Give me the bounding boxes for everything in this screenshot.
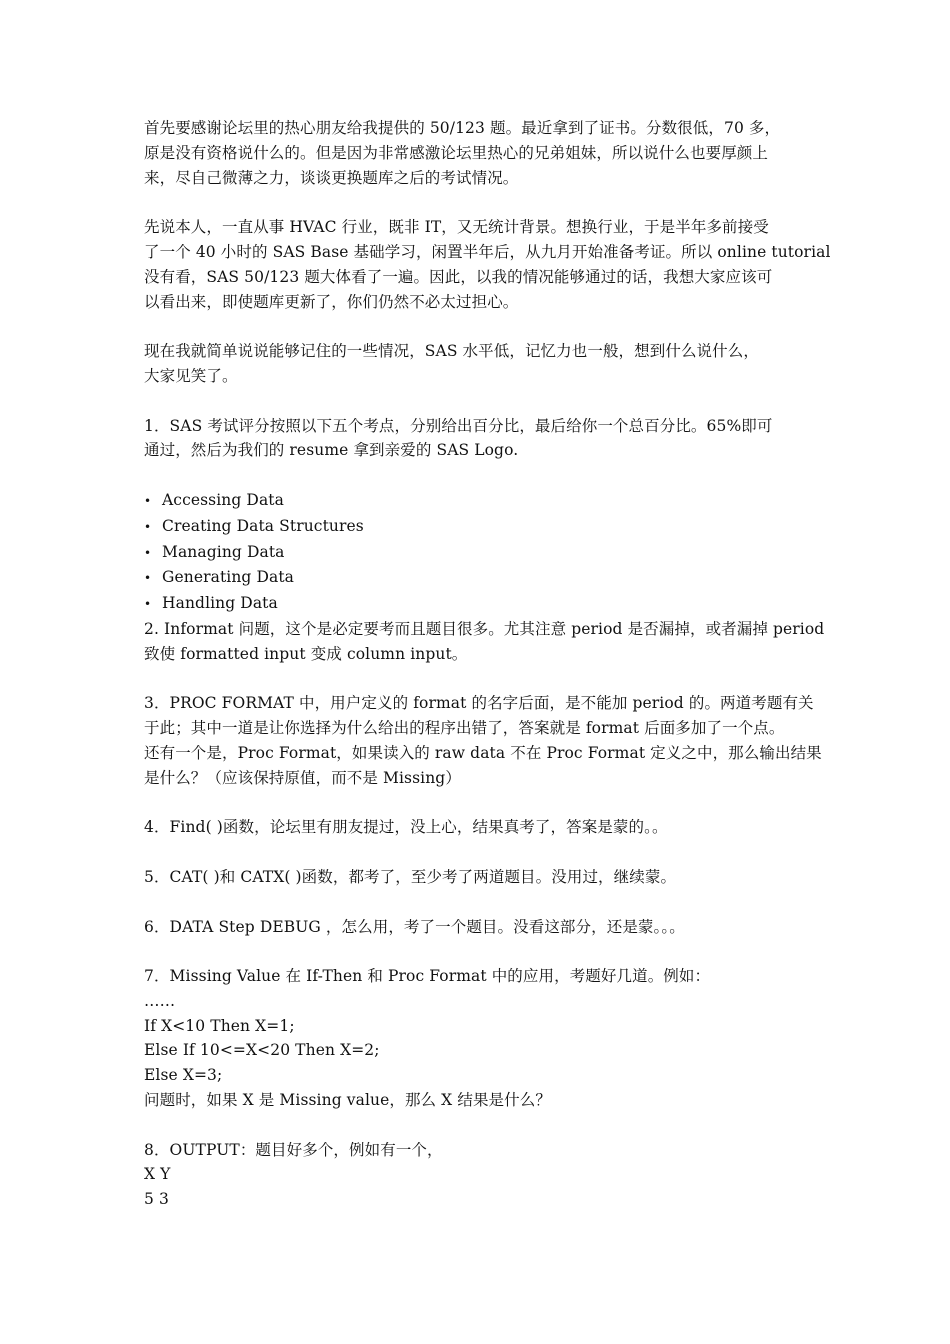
- intro-line: 首先要感谢论坛里的热心朋友给我提供的 50/123 题。最近拿到了证书。分数很低，70 多，: [144, 119, 781, 137]
- intro-line: 来，尽自己微薄之力，谈谈更换题库之后的考试情况。: [144, 168, 519, 187]
- intro-line: 原是没有资格说什么的。但是因为非常感激论坛里热心的兄弟姐妹，所以说什么也要厚颜上: [144, 143, 769, 162]
- item-1-line: 通过，然后为我们的 resume 拿到亲爱的 SAS Logo.: [144, 441, 519, 460]
- list-item-label: Creating Data Structures: [162, 516, 364, 535]
- item-6-paragraph: [144, 915, 810, 940]
- list-item-label: Managing Data: [162, 542, 285, 561]
- preface-line: 现在我就简单说说能够记住的一些情况，SAS 水平低，记忆力也一般，想到什么说什么，: [144, 342, 759, 361]
- bullet-icon: •: [144, 571, 152, 586]
- intro-paragraph: [144, 116, 810, 190]
- bullet-icon: •: [144, 519, 152, 534]
- item-7-paragraph: [144, 964, 810, 1113]
- list-item: [144, 514, 810, 540]
- item-1-line: 1．SAS 考试评分按照以下五个考点，分别给出百分比，最后给你一个总百分比。65%即可: [144, 416, 773, 435]
- background-line: 没有看，SAS 50/123 题大体看了一遍。因此，以我的情况能够通过的话，我想大家应该可: [144, 267, 773, 286]
- item-6-line: 6．DATA Step DEBUG ，怎么用，考了一个题目。没看这部分，还是蒙。。。: [144, 917, 685, 936]
- item-3-line: 于此；其中一道是让你选择为什么给出的程序出错了，答案就是 format 后面多加了一个点。: [144, 719, 785, 738]
- item-7-ellipsis: ……: [144, 991, 176, 1010]
- item-5-line: 5．CAT( )和 CATX( )函数，都考了，至少考了两道题目。没用过，继续蒙。: [144, 867, 677, 886]
- exam-topics-list: [144, 488, 810, 617]
- background-line: 了一个 40 小时的 SAS Base 基础学习，闲置半年后，从九月开始准备考证。所以 online tutorial: [144, 242, 831, 261]
- list-item: [144, 565, 810, 591]
- background-line: 以看出来，即使题库更新了，你们仍然不必太过担心。: [144, 292, 519, 311]
- item-8-paragraph: [144, 1138, 810, 1212]
- code-line: If X<10 Then X=1;: [144, 1016, 295, 1035]
- list-item-label: Generating Data: [162, 568, 295, 587]
- bullet-icon: •: [144, 597, 152, 612]
- item-1-paragraph: [144, 414, 810, 464]
- document-body: [144, 116, 831, 1212]
- code-line: Else X=3;: [144, 1066, 223, 1085]
- item-7-question: 问题时，如果 X 是 Missing value，那么 X 结果是什么？: [144, 1091, 551, 1110]
- item-2-paragraph: [144, 617, 825, 667]
- item-3-paragraph: [144, 691, 822, 790]
- item-4-paragraph: [144, 815, 810, 840]
- list-item-label: Handling Data: [162, 594, 278, 613]
- list-item: [144, 591, 810, 617]
- item-3-line: 3．PROC FORMAT 中，用户定义的 format 的名字后面，是不能加 period 的。两道考题有关: [144, 694, 814, 713]
- code-line: Else If 10<=X<20 Then X=2;: [144, 1041, 380, 1060]
- bullet-icon: •: [144, 493, 152, 508]
- preface-line: 大家见笑了。: [144, 366, 238, 385]
- list-item: [144, 540, 810, 566]
- item-4-line: 4．Find( )函数，论坛里有朋友提过，没上心，结果真考了，答案是蒙的。。: [144, 818, 668, 837]
- list-item: [144, 488, 810, 514]
- background-line: 先说本人，一直从事 HVAC 行业，既非 IT，又无统计背景。想换行业，于是半年多前接受: [144, 218, 769, 237]
- data-table-line: 5 3: [144, 1190, 169, 1209]
- item-2-line: 致使 formatted input 变成 column input。: [144, 644, 468, 663]
- preface-paragraph: [144, 339, 810, 389]
- background-paragraph: [144, 215, 831, 314]
- item-2-line: 2. Informat 问题，这个是必定要考而且题目很多。尤其注意 period 是否漏掉，或者漏掉 period: [144, 619, 825, 638]
- item-3-line: 是什么？（应该保持原值，而不是 Missing）: [144, 768, 461, 787]
- item-8-line: 8．OUTPUT：题目好多个，例如有一个，: [144, 1140, 443, 1159]
- list-item-label: Accessing Data: [162, 490, 284, 509]
- data-table-line: X Y: [144, 1165, 171, 1184]
- item-7-line: 7．Missing Value 在 If-Then 和 Proc Format 中的应用，考题好几道。例如：: [144, 967, 711, 986]
- bullet-icon: •: [144, 545, 152, 560]
- item-3-line: 还有一个是，Proc Format，如果读入的 raw data 不在 Proc Format 定义之中，那么输出结果: [144, 743, 822, 762]
- item-5-paragraph: [144, 865, 810, 890]
